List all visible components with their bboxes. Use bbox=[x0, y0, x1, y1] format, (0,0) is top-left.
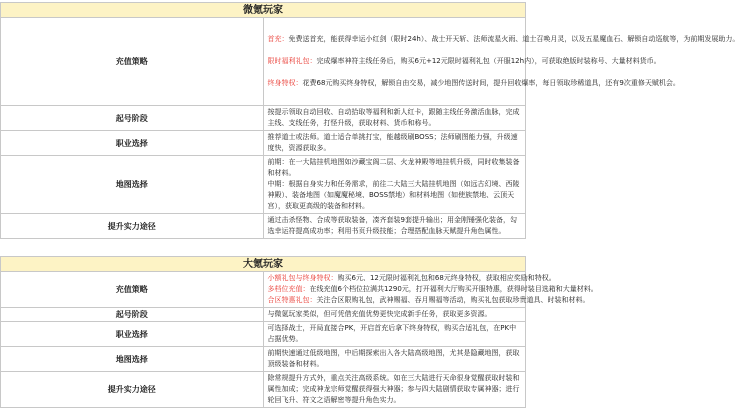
content-line: 多档位充值：在线充值6个档位拉满共1290元，打开福利大厅购买开服特惠，获得时装目选箱和大量材料。 bbox=[267, 285, 598, 293]
row-label: 充值策略 bbox=[1, 272, 264, 308]
row-label: 提升实力途径 bbox=[1, 214, 264, 239]
row-label: 地图选择 bbox=[1, 347, 264, 372]
content-line: 前期：在一大陆挂机地图如沙藏宝阁二层、火龙神殿等地挂机升级，同时收集装备和材料。 bbox=[267, 158, 520, 177]
class-choice-cell: 可选择战士，开局直接合PK，开启首充后拿下终身特权，购买合适礼包，在PK中占据优势。 bbox=[263, 322, 526, 347]
content-line: 终身特权：花费68元购买终身特权，解锁自由交易，减少地图传送时间，提升回收爆率，每日领取珍稀道具，还有9次重修天赋机会。 bbox=[267, 79, 680, 87]
content-line: 合区特惠礼包：关注合区限购礼包，武神赐福、吞月赐福等活动，购买礼包获取珍贵道具、时装和材料。 bbox=[267, 296, 590, 304]
content-line bbox=[268, 67, 522, 78]
section-title: 大氪玩家 bbox=[1, 257, 526, 272]
starting-stage-cell: 与微氪玩家类似，但可凭借充值优势更快完成新手任务，获取更多资源。 bbox=[263, 308, 526, 322]
guide-table-heavy-spender bbox=[0, 256, 598, 408]
content-line: 限时福利礼包：完成爆率神符主线任务后，购买6元+12元限时福利礼包（开服12h内），可获取绝版时装称号、大量材料货币。 bbox=[267, 57, 661, 65]
power-up-cell: 除常规提升方式外，重点关注高级系统。如在三大陆进行天命很身觉醒获取时装和属性加成；完成神龙宗师觉醒获得强大神器；参与四大陆剧情获取专属神器；进行轮回飞升、符文之语解密等提升角色实力。 bbox=[263, 372, 526, 408]
row-label: 起号阶段 bbox=[1, 106, 264, 131]
map-choice-cell bbox=[263, 156, 526, 214]
content-line: 中期：根据自身实力和任务需求，前往二大陆三大陆挂机地图（如远古幻境、西陵神殿）、装备地图（如魔魔秘境、BOSS禁地）和材料地图（如使族禁地、云顶天宫），获取更高级的装备和材料。 bbox=[267, 180, 520, 210]
section-title: 微氪玩家 bbox=[1, 3, 526, 18]
row-label: 充值策略 bbox=[1, 18, 264, 106]
starting-stage-cell: 按提示领取自动回收、自动拾取等福利和新人红卡，跟随主线任务激活血脉，完成主线、支线任务，打怪升级，获取材料、货币和称号。 bbox=[263, 106, 526, 131]
content-line: 首充：免费送首充，能获得幸运小红剑（限时24h）、战士开天斩、法师流星火雨、道士召唤月灵，以及五星魔血石、解锁自动巡航等，为前期发展助力。 bbox=[267, 35, 739, 43]
row-label: 起号阶段 bbox=[1, 308, 264, 322]
content-line: 小额礼包与终身特权：购买6元、12元限时福利礼包和68元终身特权，获取相应奖励和特权。 bbox=[267, 274, 556, 282]
row-label: 职业选择 bbox=[1, 131, 264, 156]
recharge-strategy-cell bbox=[263, 18, 739, 106]
recharge-strategy-cell bbox=[263, 272, 598, 308]
class-choice-cell: 推荐道士或法师。道士适合单挑打宝，能越级刷BOSS；法师刷图能力强，升级速度快，资源获取多。 bbox=[263, 131, 526, 156]
content-line bbox=[268, 45, 522, 56]
row-label: 地图选择 bbox=[1, 156, 264, 214]
map-choice-cell: 前期快速通过低级地图，中后期探索出入各大陆高级地图，尤其是隐藏地图，获取顶级装备和材料。 bbox=[263, 347, 526, 372]
row-label: 提升实力途径 bbox=[1, 372, 264, 408]
power-up-cell: 通过击杀怪物、合成等获取装备，凑齐套装9套提升输出；用金刚锤强化装备，勾选幸运符提高成功率；利用书页升级技能；合理搭配血脉天赋提升角色属性。 bbox=[263, 214, 526, 239]
guide-table-light-spender bbox=[0, 2, 739, 239]
row-label: 职业选择 bbox=[1, 322, 264, 347]
